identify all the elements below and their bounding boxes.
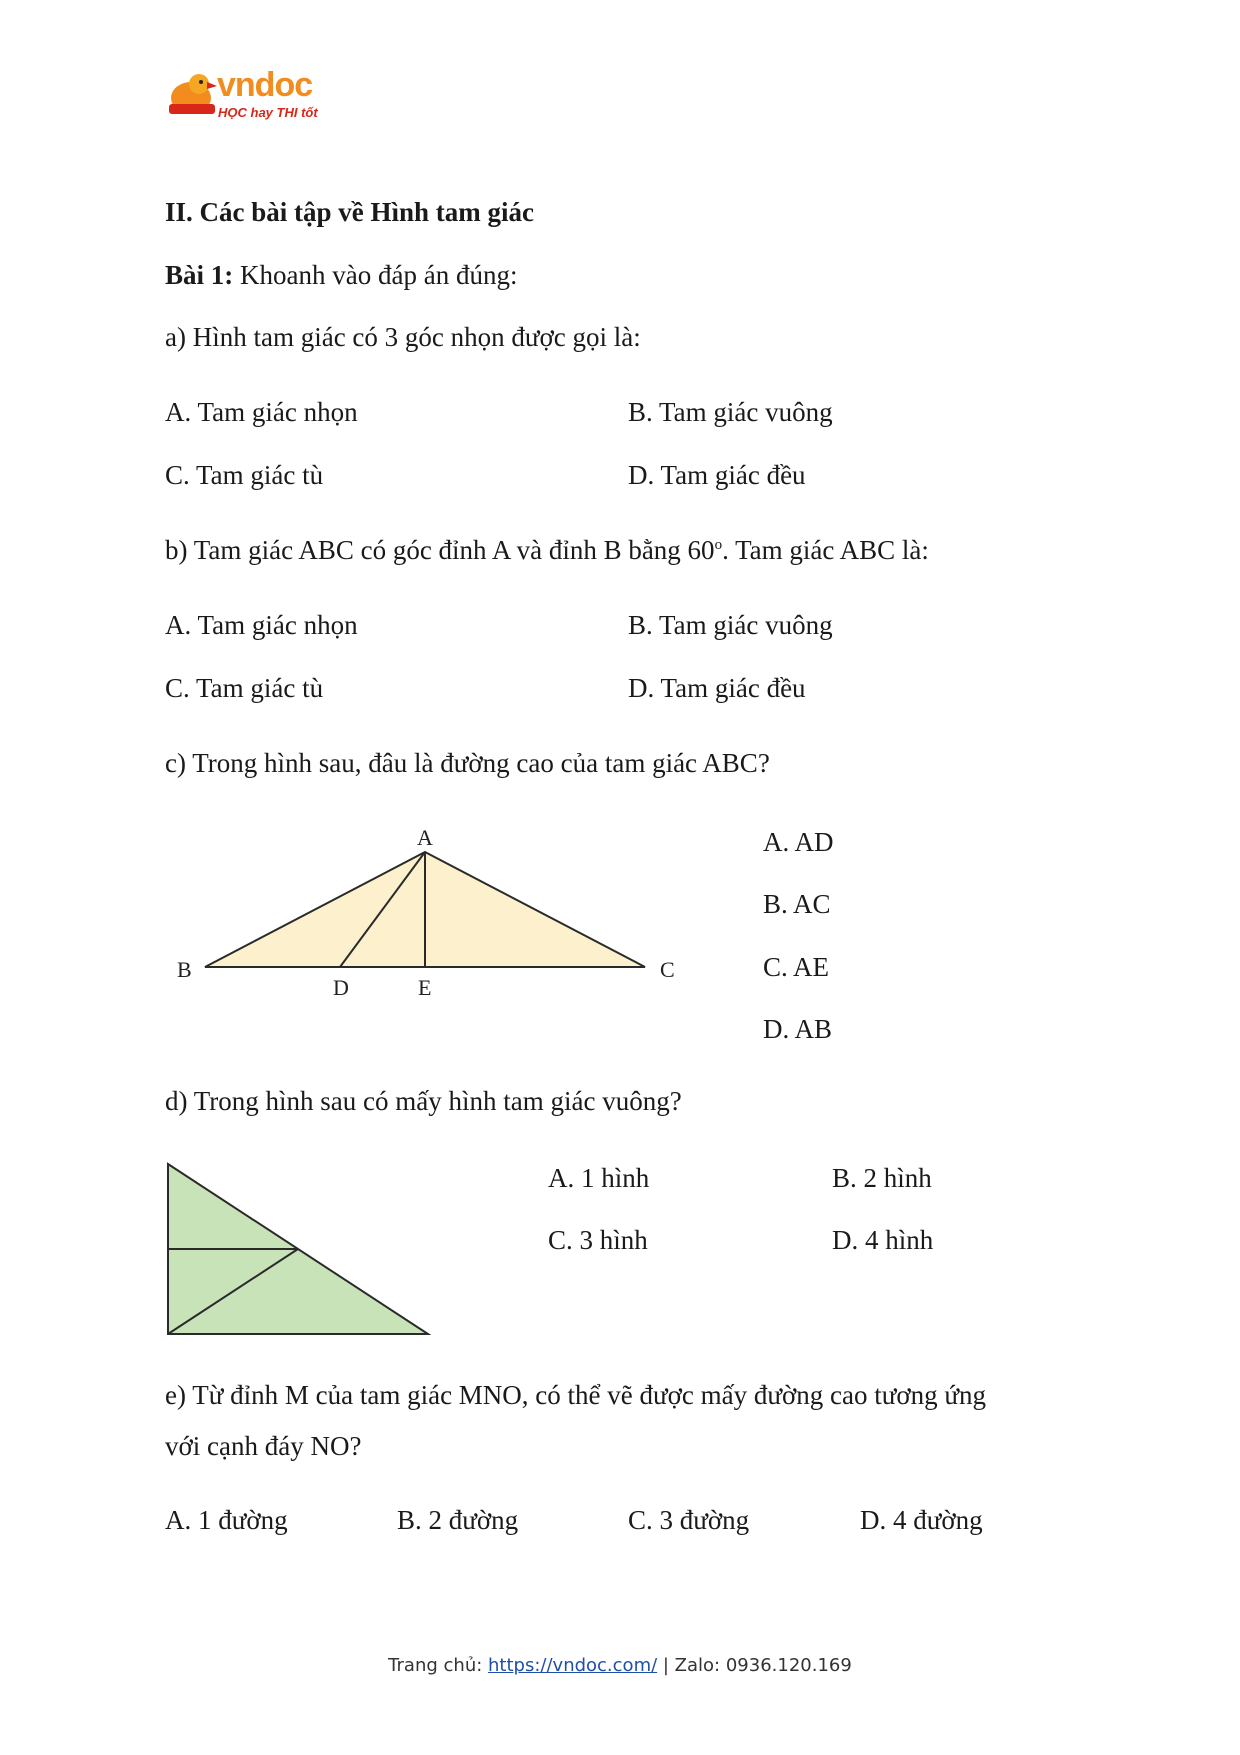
question-d: d) Trong hình sau có mấy hình tam giác vuông?: [165, 1086, 682, 1116]
qa-option-a[interactable]: A. Tam giác nhọn: [165, 397, 358, 427]
footer-prefix: Trang chủ:: [388, 1655, 489, 1676]
qa-option-d[interactable]: D. Tam giác đều: [628, 460, 806, 490]
question-c: c) Trong hình sau, đâu là đường cao của tam giác ABC?: [165, 748, 770, 778]
qb-option-d[interactable]: D. Tam giác đều: [628, 673, 806, 703]
exercise-instruction: Khoanh vào đáp án đúng:: [240, 260, 518, 290]
question-e-line2: với cạnh đáy NO?: [165, 1431, 362, 1461]
qd-option-c[interactable]: C. 3 hình: [548, 1225, 648, 1255]
qe-option-a[interactable]: A. 1 đường: [165, 1505, 288, 1535]
logo-mascot-icon: [163, 68, 223, 120]
logo-tagline: HỌC hay THI tốt: [218, 105, 318, 120]
degree-symbol: o: [714, 537, 723, 553]
qa-option-b[interactable]: B. Tam giác vuông: [628, 397, 833, 427]
qb-option-c[interactable]: C. Tam giác tù: [165, 673, 324, 703]
section-title: II. Các bài tập về Hình tam giác: [165, 197, 535, 227]
qd-option-a[interactable]: A. 1 hình: [548, 1163, 650, 1193]
label-b: B: [177, 957, 192, 982]
qc-option-c[interactable]: C. AE: [763, 952, 830, 982]
qb-option-a[interactable]: A. Tam giác nhọn: [165, 610, 358, 640]
question-b-text: b) Tam giác ABC có góc đỉnh A và đỉnh B bằng 60: [165, 535, 715, 565]
triangle-abc-figure: [165, 815, 695, 1005]
logo-name: vndoc: [217, 66, 313, 104]
label-d: D: [333, 975, 349, 1000]
qb-option-b[interactable]: B. Tam giác vuông: [628, 610, 833, 640]
qe-option-b[interactable]: B. 2 đường: [397, 1505, 519, 1535]
footer-homepage-link[interactable]: https://vndoc.com/: [488, 1655, 658, 1676]
qd-option-b[interactable]: B. 2 hình: [832, 1163, 932, 1193]
label-c: C: [660, 957, 675, 982]
footer-zalo: | Zalo: 0936.120.169: [657, 1655, 852, 1676]
question-b-text-end: . Tam giác ABC là:: [722, 535, 929, 565]
qc-option-d[interactable]: D. AB: [763, 1014, 833, 1044]
exercise-header: [165, 260, 517, 291]
question-e-line1: e) Từ đỉnh M của tam giác MNO, có thể vẽ được mấy đường cao tương ứng: [165, 1380, 987, 1410]
qc-option-a[interactable]: A. AD: [763, 827, 834, 857]
label-a: A: [417, 825, 433, 850]
qd-option-d[interactable]: D. 4 hình: [832, 1225, 934, 1255]
qe-option-d[interactable]: D. 4 đường: [860, 1505, 983, 1535]
qe-option-c[interactable]: C. 3 đường: [628, 1505, 750, 1535]
right-triangle-figure: [160, 1155, 440, 1340]
question-a: a) Hình tam giác có 3 góc nhọn được gọi là:: [165, 322, 641, 352]
qa-option-c[interactable]: C. Tam giác tù: [165, 460, 324, 490]
label-e: E: [418, 975, 432, 1000]
qc-option-b[interactable]: B. AC: [763, 889, 831, 919]
question-b: [165, 535, 929, 566]
footer: [0, 1655, 1240, 1676]
exercise-label: Bài 1:: [165, 260, 234, 290]
